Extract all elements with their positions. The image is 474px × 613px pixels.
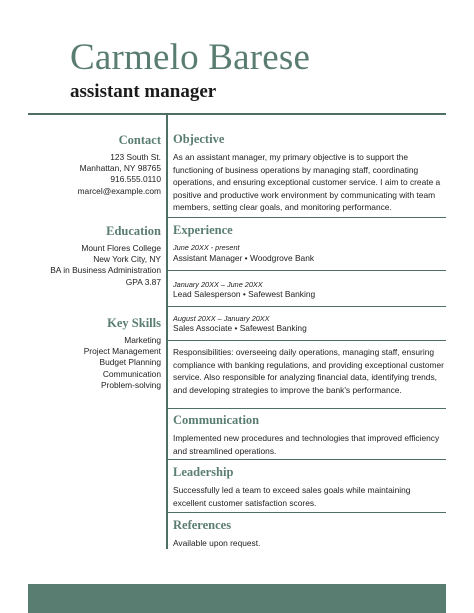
skill-item: Project Management <box>83 346 161 357</box>
education-gpa: GPA 3.87 <box>125 276 161 287</box>
contact-address-city: Manhattan, NY 98765 <box>79 163 161 174</box>
section-divider <box>168 217 446 218</box>
education-heading: Education <box>106 224 161 238</box>
communication-text: Implemented new procedures and technologies that improved efficiency and streamlined operations. <box>173 433 440 456</box>
contact-email: marcel@example.com <box>77 185 161 196</box>
references-text: Available upon request. <box>173 538 261 548</box>
leadership-heading: Leadership <box>173 465 234 479</box>
communication-heading: Communication <box>173 413 260 427</box>
candidate-name: Carmelo Barese <box>70 37 311 78</box>
skill-item: Budget Planning <box>99 357 161 368</box>
contact-section <box>78 133 161 197</box>
job-role: Assistant Manager • Woodgrove Bank <box>173 253 315 263</box>
leadership-text: Successfully led a team to exceed sales goals while maintaining excellent customer satisfaction scores. <box>173 485 411 508</box>
contact-heading: Contact <box>118 133 161 147</box>
job-date: January 20XX – June 20XX <box>173 280 263 289</box>
job-divider <box>168 340 446 341</box>
section-divider <box>168 408 446 409</box>
job-role: Lead Salesperson • Safewest Banking <box>173 289 316 299</box>
objective-text: As an assistant manager, my primary objective is to support the functioning of business operations by managing staff, coordinating operations, and ensuring exceptional customer service. I aim to create a positive and productive work environment by communicating with team members, setting clear goals, and monitoring performance. <box>173 152 441 213</box>
section-divider <box>168 459 446 460</box>
job-title: assistant manager <box>70 81 217 102</box>
header-divider <box>28 113 446 115</box>
footer-band <box>28 584 446 613</box>
job-divider <box>168 270 446 271</box>
experience-heading: Experience <box>173 223 233 237</box>
skill-item: Marketing <box>124 335 161 345</box>
skills-heading: Key Skills <box>107 316 161 330</box>
skill-item: Communication <box>102 368 161 379</box>
job-role: Sales Associate • Safewest Banking <box>173 323 307 333</box>
objective-heading: Objective <box>173 132 225 146</box>
education-location: New York City, NY <box>93 254 161 265</box>
skills-section <box>84 316 161 391</box>
education-section <box>50 224 161 288</box>
education-school: Mount Flores College <box>81 243 161 253</box>
education-degree: BA in Business Administration <box>50 265 161 276</box>
section-divider <box>168 512 446 513</box>
job-date: August 20XX – January 20XX <box>173 314 270 323</box>
job-date: June 20XX - present <box>173 243 240 252</box>
contact-address-street: 123 South St. <box>110 152 161 162</box>
responsibilities-text: Responsibilities: overseeing daily operations, managing staff, ensuring compliance with banking regulations, and providing exceptional customer service. Also responsible for analyzing financial data, identifying trends, and developing strategies to improve the bank's performance. <box>173 347 444 395</box>
job-divider <box>168 306 446 307</box>
skill-item: Problem-solving <box>100 379 161 390</box>
references-heading: References <box>173 518 232 532</box>
contact-phone: 916.555.0110 <box>110 174 161 185</box>
column-divider <box>166 115 168 549</box>
